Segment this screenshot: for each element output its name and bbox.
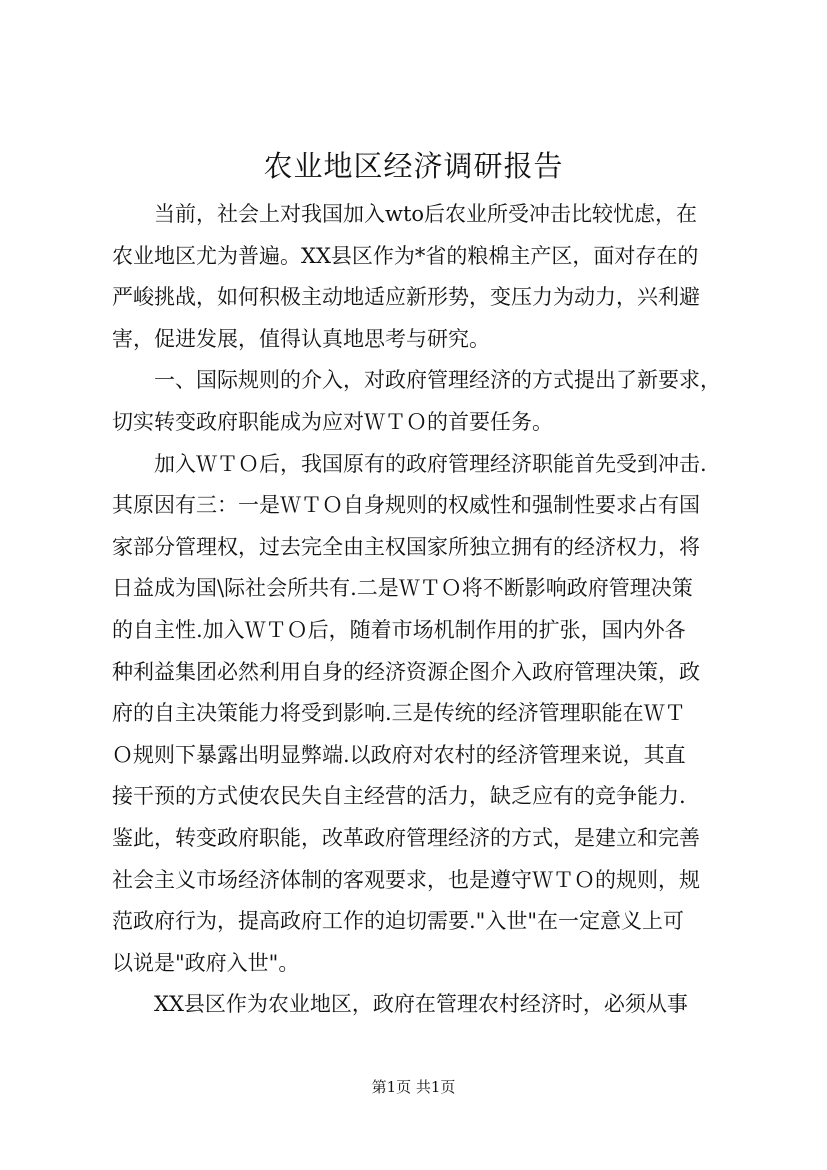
body-line: 其原因有三：一是ＷＴＯ自身规则的权威性和强制性要求占有国 [112, 493, 700, 518]
page-footer: 第1页 共1页 [371, 1078, 456, 1096]
body-line: XX县区作为农业地区，政府在管理农村经济时，必须从事 [112, 992, 688, 1017]
body-line: 加入ＷＴＯ后，我国原有的政府管理经济职能首先受到冲击. [112, 451, 707, 476]
body-line: 府的自主决策能力将受到影响.三是传统的经济管理职能在ＷＴ [112, 701, 686, 726]
body-line: 家部分管理权，过去完全由主权国家所独立拥有的经济权力，将 [112, 534, 700, 559]
body-line: Ｏ规则下暴露出明显弊端.以政府对农村的经济管理来说，其直 [112, 742, 686, 767]
body-line: 切实转变政府职能成为应对ＷＴＯ的首要任务。 [112, 409, 553, 434]
body-line: 范政府行为，提高政府工作的迫切需要."入世"在一定意义上可 [112, 909, 684, 934]
body-line: 的自主性.加入ＷＴＯ后，随着市场机制作用的扩张，国内外各 [112, 617, 686, 642]
body-line: 日益成为国\际社会所共有.二是ＷＴＯ将不断影响政府管理决策 [112, 576, 693, 601]
body-line: 社会主义市场经济体制的客观要求，也是遵守ＷＴＯ的规则，规 [112, 867, 700, 892]
body-line: 接干预的方式使农民失自主经营的活力，缺乏应有的竞争能力. [112, 784, 686, 809]
body-line: 害，促进发展，值得认真地思考与研究。 [112, 326, 490, 351]
document-body [112, 194, 724, 1026]
body-line: 当前，社会上对我国加入wto后农业所受冲击比较忧虑，在 [112, 202, 698, 226]
document-title: 农业地区经济调研报告 [263, 149, 564, 183]
body-line: 鉴此，转变政府职能，改革政府管理经济的方式，是建立和完善 [112, 825, 700, 850]
body-line: 严峻挑战，如何积极主动地适应新形势，变压力为动力，兴利避 [112, 285, 700, 310]
body-line: 一、国际规则的介入，对政府管理经济的方式提出了新要求， [112, 368, 721, 393]
body-line: 农业地区尤为普遍。XX县区作为*省的粮棉主产区，面对存在的 [112, 243, 699, 268]
body-line: 以说是"政府入世"。 [112, 950, 300, 975]
body-line: 种利益集团必然利用自身的经济资源企图介入政府管理决策，政 [112, 659, 700, 684]
